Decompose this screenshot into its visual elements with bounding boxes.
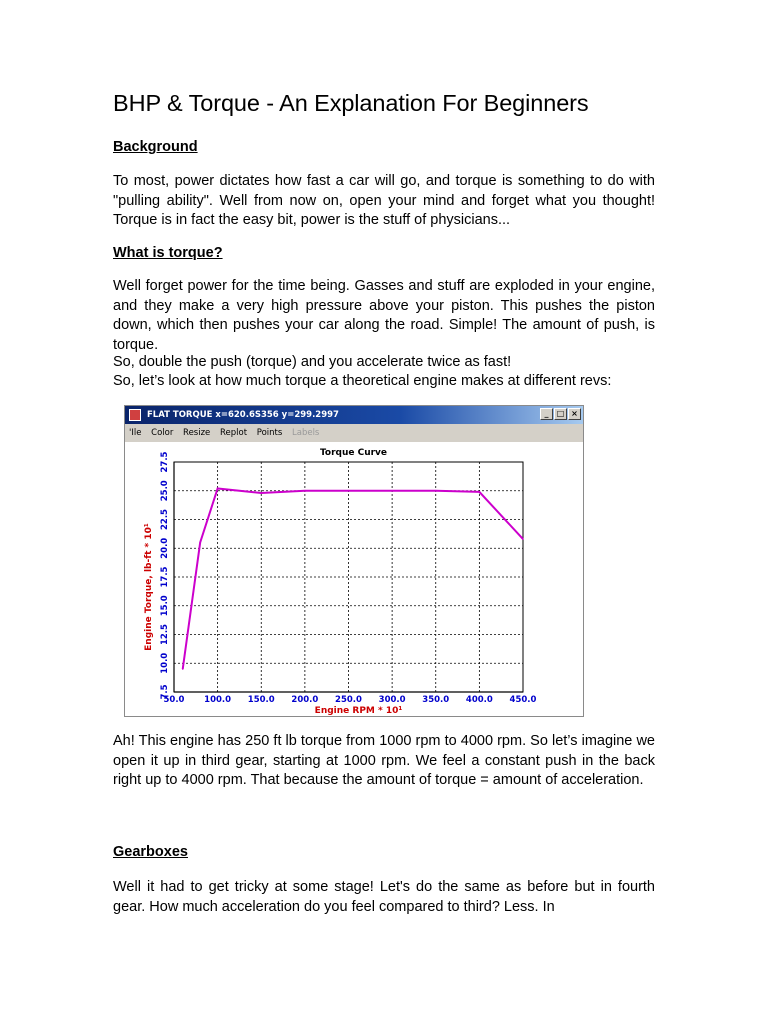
window-title: FLAT TORQUE x=620.6S356 y=299.2997 — [147, 410, 339, 420]
data-point — [348, 490, 350, 492]
chart-title: Torque Curve — [319, 448, 388, 458]
data-point — [479, 491, 481, 493]
y-tick-label: 7.5 — [160, 684, 170, 700]
torque-chart — [125, 442, 583, 716]
x-axis-label: Engine RPM * 10¹ — [314, 706, 403, 716]
data-point — [199, 542, 201, 544]
x-tick-label: 350.0 — [422, 695, 450, 705]
torque-heading: What is torque? — [113, 245, 223, 261]
x-tick-label: 400.0 — [465, 695, 493, 705]
y-tick-label: 25.0 — [160, 480, 170, 502]
maximize-button[interactable]: □ — [554, 408, 567, 420]
menu-file[interactable]: 'Ile — [129, 428, 142, 438]
menu-color[interactable]: Color — [151, 428, 174, 438]
menu-labels: Labels — [292, 428, 320, 438]
background-heading: Background — [113, 139, 198, 155]
data-point — [260, 492, 262, 494]
data-point — [182, 668, 184, 670]
data-point — [217, 488, 219, 490]
close-button[interactable]: × — [568, 408, 581, 420]
y-tick-label: 20.0 — [160, 537, 170, 559]
data-point — [435, 490, 437, 492]
window-titlebar — [125, 406, 583, 424]
window-menubar — [125, 424, 583, 442]
y-tick-label: 22.5 — [160, 509, 170, 530]
background-paragraph: To most, power dictates how fast a car will go, and torque is something to do with "pulling ability". Well from now on, open your mind and forget what you thought! Torque is in fact the easy bit, power is the stuff of physicians... — [113, 173, 655, 228]
menu-resize[interactable]: Resize — [183, 428, 211, 438]
window-controls — [540, 408, 581, 420]
data-point — [304, 490, 306, 492]
y-tick-label: 17.5 — [160, 566, 170, 588]
x-tick-label: 50.0 — [163, 695, 185, 705]
chart-area — [125, 442, 583, 716]
y-tick-label: 27.5 — [160, 451, 170, 473]
gearboxes-heading: Gearboxes — [113, 844, 188, 860]
data-point — [522, 538, 524, 540]
torque-paragraph-1: Well forget power for the time being. Gasses and stuff are exploded in your engine, and they make a very high pressure above your piston. This pushes the piston down, which then pushes your car along the road. Simple! The amount of push, is torque. — [113, 278, 655, 353]
y-axis-label: Engine Torque, lb-ft * 10¹ — [144, 523, 154, 651]
minimize-button[interactable]: _ — [540, 408, 553, 420]
app-icon — [129, 409, 141, 421]
x-tick-label: 100.0 — [204, 695, 232, 705]
y-tick-label: 10.0 — [160, 652, 170, 674]
after-chart-paragraph: Ah! This engine has 250 ft lb torque from 1000 rpm to 4000 rpm. So let’s imagine we open it up in third gear, starting at 1000 rpm. We feel a constant push in the back right up to 4000 rpm. That because the amount of torque = amount of acceleration. — [113, 733, 655, 788]
chart-window-screenshot — [124, 405, 584, 717]
menu-points[interactable]: Points — [256, 428, 283, 438]
x-tick-label: 150.0 — [247, 695, 275, 705]
torque-paragraph-2: So, double the push (torque) and you accelerate twice as fast! — [113, 354, 512, 370]
x-tick-label: 300.0 — [378, 695, 406, 705]
x-tick-label: 250.0 — [335, 695, 362, 705]
y-tick-label: 12.5 — [160, 624, 170, 645]
menu-replot[interactable]: Replot — [220, 428, 248, 438]
data-point — [391, 490, 393, 492]
gearboxes-paragraph: Well it had to get tricky at some stage! Let's do the same as before but in fourth gear. How much acceleration do you feel compared to third? Less. In — [113, 879, 655, 915]
x-tick-label: 200.0 — [291, 695, 319, 705]
x-tick-label: 450.0 — [509, 695, 537, 705]
torque-paragraph-3: So, let’s look at how much torque a theoretical engine makes at different revs: — [113, 373, 612, 389]
page-title: BHP & Torque - An Explanation For Beginners — [113, 90, 589, 116]
y-tick-label: 15.0 — [160, 595, 170, 617]
